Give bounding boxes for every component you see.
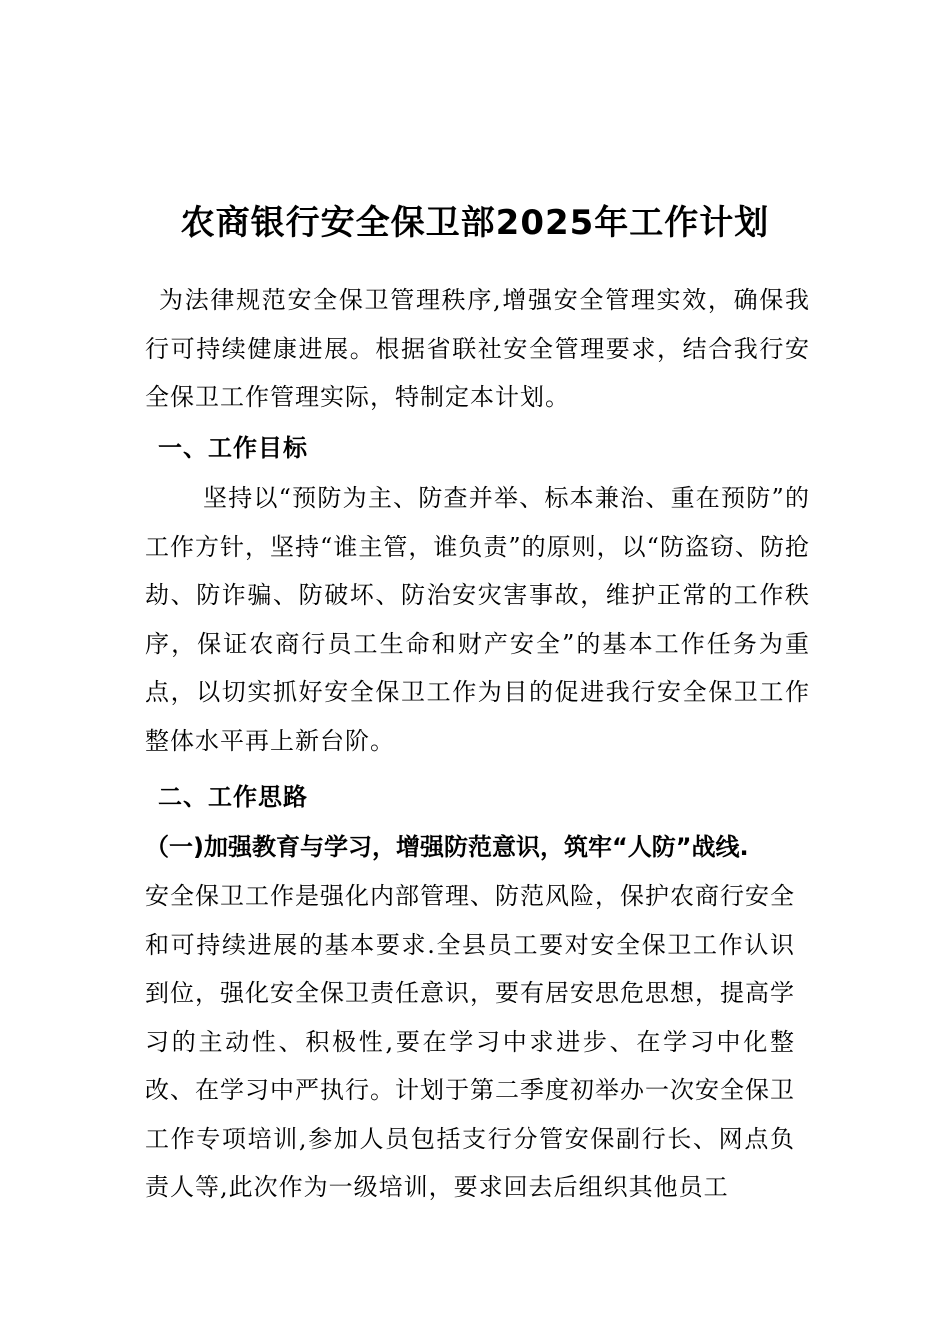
- goals-paragraph: 坚持以“预防为主、防查并举、标本兼治、重在预防”的工作方针，坚持“谁主管，谁负责”的原则，以“防盗窃、防抢劫、防诈骗、防破坏、防治安灾害事故，维护正常的工作秩序，保证农商行员工生命和财产安全”的基本工作任务为重点，以切实抓好安全保卫工作为目的促进我行安全保卫工作整体水平再上新台阶。: [145, 484, 810, 755]
- section-heading-goals: 一、工作目标: [158, 434, 308, 462]
- education-paragraph: 安全保卫工作是强化内部管理、防范风险，保护农商行安全和可持续进展的基本要求.全县员工要对安全保卫工作认识到位，强化安全保卫责任意识，要有居安思危思想，提高学习的主动性、积极性,要在学习中求进步、在学习中化整改、在学习中严执行。计划于第二季度初举办一次安全保卫工作专项培训,参加人员包括支行分管安保副行长、网点负责人等,此次作为一级培训，要求回去后组织其他员工: [145, 882, 795, 1201]
- document-title: 农商银行安全保卫部2025年工作计划: [180, 202, 770, 243]
- subsection-heading-education: （一)加强教育与学习，增强防范意识，筑牢“人防”战线.: [145, 833, 749, 861]
- section-heading-approach: 二、工作思路: [158, 783, 308, 811]
- intro-paragraph: 为法律规范安全保卫管理秩序,增强安全管理实效，确保我行可持续健康进展。根据省联社安全管理要求，结合我行安全保卫工作管理实际，特制定本计划。: [145, 286, 810, 411]
